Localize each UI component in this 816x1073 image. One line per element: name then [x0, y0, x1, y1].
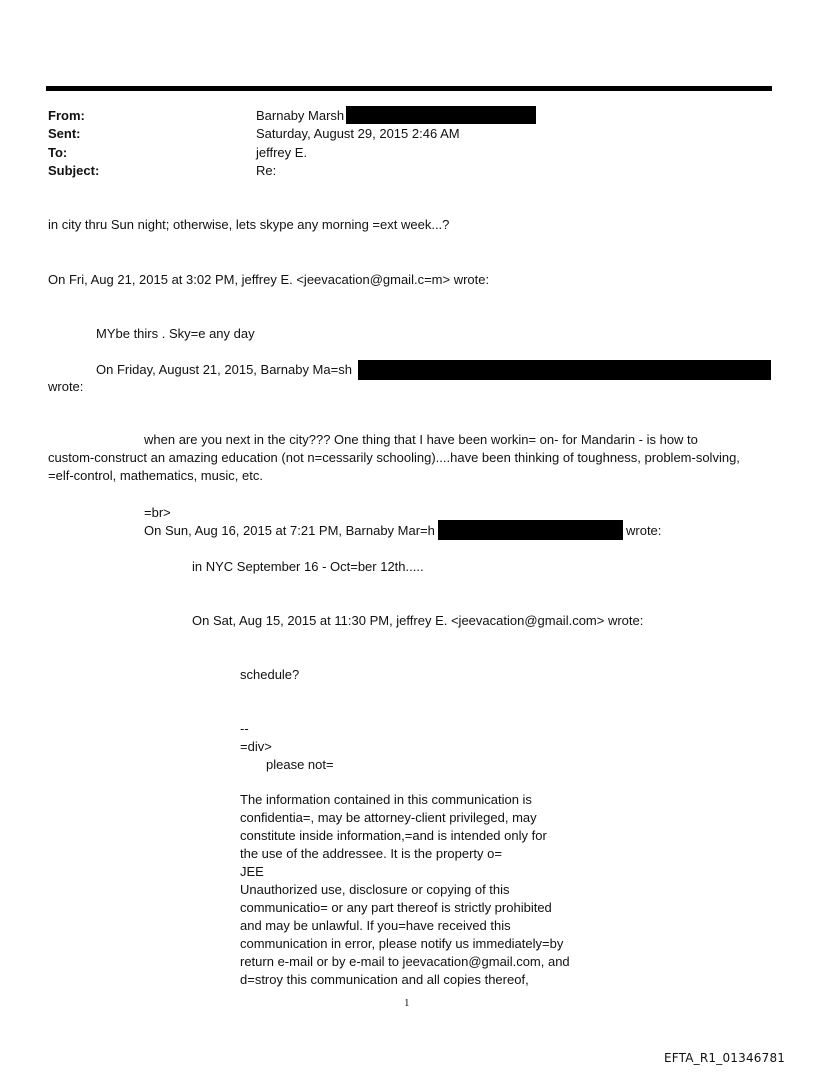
disclaimer-line: JEE [240, 864, 264, 879]
header-rule [46, 86, 772, 91]
html-artifact: =br> [144, 505, 171, 520]
quote-text: in NYC September 16 - Oct=ber 12th..... [192, 559, 424, 574]
subject-label: Subject: [48, 163, 100, 178]
disclaimer-line: return e-mail or by e-mail to jeevacation@gmail.com, and [240, 954, 570, 969]
to-label: To: [48, 145, 68, 160]
quote-text: custom-construct an amazing education (not n=cessarily schooling)....have been thinking of toughness, problem-solving, [48, 450, 740, 465]
quote-text: MYbe thirs . Sky=e any day [96, 326, 255, 341]
quote-header: On Sat, Aug 15, 2015 at 11:30 PM, jeffrey E. <jeevacation@gmail.com> wrote: [192, 613, 644, 628]
quote-header-wrote: wrote: [48, 379, 84, 394]
disclaimer-line: d=stroy this communication and all copies thereof, [240, 972, 529, 987]
quote-header: On Sun, Aug 16, 2015 at 7:21 PM, Barnaby Mar=h [144, 523, 435, 538]
disclaimer-line: the use of the addressee. It is the property o= [240, 846, 502, 861]
body-line: in city thru Sun night; otherwise, lets skype any morning =ext week...? [48, 217, 450, 232]
bates-number: EFTA_R1_01346781 [664, 1051, 786, 1065]
signature-dashes: -- [240, 721, 249, 736]
disclaimer-line: constitute inside information,=and is intended only for [240, 828, 547, 843]
redaction-box [346, 106, 536, 124]
from-label: From: [48, 108, 85, 123]
disclaimer-line: confidentia=, may be attorney-client privileged, may [240, 810, 537, 825]
from-value: Barnaby Marsh [256, 108, 345, 123]
quote-text: when are you next in the city??? One thing that I have been workin= on- for Mandarin - is how to [144, 432, 698, 447]
redaction-box [438, 520, 623, 540]
disclaimer-line: communication in error, please notify us immediately=by [240, 936, 564, 951]
quote-text: schedule? [240, 667, 300, 682]
to-value: jeffrey E. [256, 145, 308, 160]
subject-value: Re: [256, 163, 277, 178]
sent-label: Sent: [48, 126, 81, 141]
page-number: 1 [404, 997, 410, 1009]
disclaimer [240, 791, 570, 989]
quote-text: =elf-control, mathematics, music, etc. [48, 468, 263, 483]
redaction-box [358, 360, 771, 380]
quote-header-wrote: wrote: [626, 523, 662, 538]
disclaimer-line: communicatio= or any part thereof is strictly prohibited [240, 900, 552, 915]
disclaimer-line: Unauthorized use, disclosure or copying of this [240, 882, 510, 897]
quote-header: On Friday, August 21, 2015, Barnaby Ma=sh [96, 362, 352, 377]
quote-header: On Fri, Aug 21, 2015 at 3:02 PM, jeffrey E. <jeevacation@gmail.c=m> wrote: [48, 272, 490, 287]
sent-value: Saturday, August 29, 2015 2:46 AM [256, 126, 460, 141]
disclaimer-line: and may be unlawful. If you=have received this [240, 918, 511, 933]
disclaimer-line: The information contained in this communication is [240, 792, 532, 807]
signature-text: please not= [266, 757, 334, 772]
html-artifact: =div> [240, 739, 272, 754]
